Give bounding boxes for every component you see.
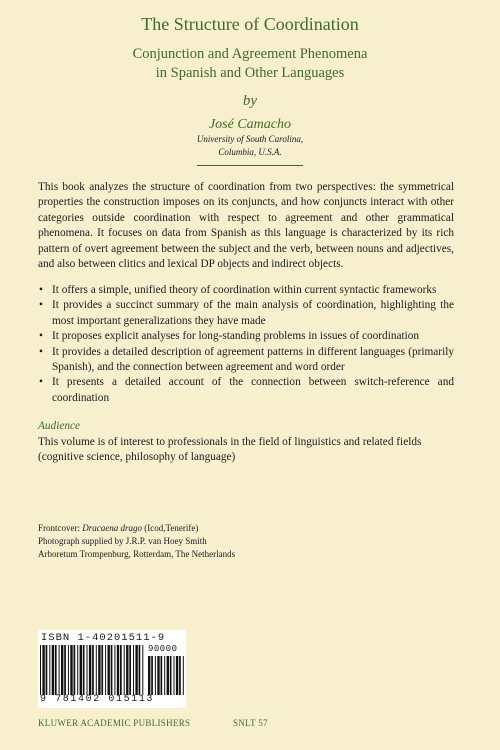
list-item-text: It provides a detailed description of agreement patterns in different languages (primarily Spanish), and the connection between agreement and word order: [52, 345, 454, 374]
list-item: [38, 345, 454, 376]
addon-barcode-bars: [148, 656, 184, 695]
list-item: [38, 329, 454, 344]
book-description: This book analyzes the structure of coordination from two perspectives: the symmetrical properties the construction imposes on its conjuncts, and how conjuncts interact with other categories outside coordination with respect to agreement and other grammatical phenomena. It focuses on data from Spanish as this language is characterized by its rich pattern of overt agreement between the subject and the verb, between nouns and adjectives, and also between clitics and lexical DP objects and indirect objects.: [38, 181, 454, 271]
list-item-text: It proposes explicit analyses for long-standing problems in issues of coordination: [52, 330, 420, 343]
by-label: by: [242, 93, 258, 109]
isbn-number: ISBN 1-40201511-9: [41, 632, 166, 644]
list-item: [38, 375, 454, 406]
affiliation-line-2: Columbia, U.S.A.: [218, 147, 282, 157]
frontcover-line: [38, 522, 235, 535]
bullet-icon: •: [39, 299, 43, 312]
book-subtitle: [0, 45, 500, 83]
cover-credits: [38, 522, 235, 561]
list-item: [38, 283, 454, 298]
author-name: José Camacho: [208, 117, 292, 132]
divider-rule: [197, 165, 303, 166]
author-affiliation: [0, 133, 500, 159]
bullet-icon: •: [39, 376, 43, 389]
subtitle-line-2: in Spanish and Other Languages: [155, 65, 345, 81]
book-title: The Structure of Coordination: [141, 14, 359, 34]
list-item-text: It offers a simple, unified theory of coordination within current syntactic frameworks: [52, 284, 437, 296]
list-item: [38, 298, 454, 329]
barcode: [38, 630, 186, 708]
publisher-name: KLUWER ACADEMIC PUBLISHERS: [38, 718, 191, 728]
photo-credit: Photograph supplied by J.R.P. van Hoey Smith: [38, 536, 207, 546]
price-code: 90000: [148, 644, 178, 654]
subtitle-line-1: Conjunction and Agreement Phenomena: [132, 46, 368, 62]
frontcover-location: (Icod,Tenerife): [144, 523, 199, 533]
ean-digits: 9 781402 015113: [40, 694, 155, 705]
ean-barcode-bars: [40, 645, 144, 695]
bullet-icon: •: [39, 284, 43, 296]
series-code: SNLT 57: [233, 718, 268, 728]
audience-text: This volume is of interest to professionals in the field of linguistics and related fields (cognitive science, philosophy of language): [38, 436, 422, 464]
arboretum-credit: Arboretum Trompenburg, Rotterdam, The Netherlands: [38, 549, 236, 559]
audience-heading: Audience: [38, 420, 81, 432]
bullet-icon: •: [39, 345, 43, 358]
bullet-icon: •: [39, 330, 43, 343]
frontcover-label: Frontcover:: [38, 523, 80, 533]
frontcover-species: Dracaena drago: [82, 523, 142, 533]
affiliation-line-1: University of South Carolina,: [196, 134, 304, 144]
list-item-text: It presents a detailed account of the connection between switch-reference and coordination: [52, 376, 454, 404]
list-item-text: It provides a succinct summary of the main analysis of coordination, highlighting the most important generalizations they have made: [52, 299, 454, 327]
feature-list: [38, 283, 454, 406]
